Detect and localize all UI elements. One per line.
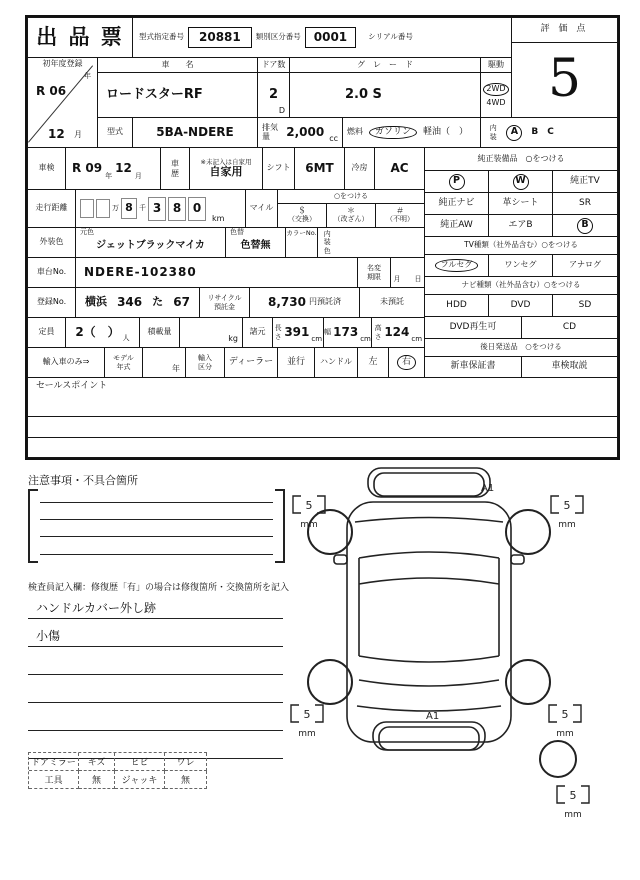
handle-right: 右 xyxy=(397,355,416,371)
wheel-rear-left xyxy=(308,660,352,704)
reg-no-class: 346 xyxy=(117,294,143,309)
notes-rule-3 xyxy=(40,536,273,537)
gap-marker-top-left xyxy=(293,496,325,530)
color-change-label: 色替 xyxy=(230,228,244,236)
inspector-note: 検査員記入欄：修復歴「有」の場合は修復箇所・交換箇所を記入 xyxy=(28,583,290,593)
rename-label: 名変期限 xyxy=(367,264,381,281)
later-shipment-header: 後日発送品 ○をつける xyxy=(424,338,618,357)
equip-navi: 純正ナビ xyxy=(424,192,489,215)
sales-point-cell xyxy=(27,377,618,458)
auction-form xyxy=(25,15,620,460)
score-label: 評 価 点 xyxy=(511,17,618,43)
odometer-digit-1: 3 xyxy=(148,197,166,221)
rear-window xyxy=(359,656,499,686)
rear-bumper-inner xyxy=(379,727,479,750)
fuel-cell xyxy=(342,117,481,148)
inspector-line-text: 小傷 xyxy=(36,629,61,643)
form-title: 出 品 票 xyxy=(27,17,133,58)
opt3-symbol: ＃ xyxy=(396,206,404,216)
notes-bracket xyxy=(28,489,285,563)
odometer-thousands: 8 xyxy=(121,198,137,219)
drive-4wd: 4WD xyxy=(486,97,506,107)
front-bumper-inner xyxy=(374,473,484,496)
notes-rule-4 xyxy=(40,554,273,555)
inspector-line xyxy=(28,647,283,675)
load-unit: kg xyxy=(228,334,238,344)
model-year-label: モデル年式 xyxy=(113,354,134,371)
car-diagram xyxy=(285,460,617,822)
spec-height-value: 124 xyxy=(384,324,410,339)
recycle-label: リサイクル預託金 xyxy=(207,294,242,311)
exterior-label: 外装色 xyxy=(27,227,76,258)
fuel-gasoline: ガソリン xyxy=(369,126,417,140)
cabin-sides xyxy=(359,584,499,656)
history-cell xyxy=(189,147,263,190)
dvd-playable: DVD再生可 xyxy=(424,316,522,339)
class-code-value: 0001 xyxy=(305,27,356,48)
spec-width-value: 173 xyxy=(333,324,359,339)
handle-label: ハンドル xyxy=(314,347,358,378)
tool-cell: ヒビ xyxy=(115,753,165,771)
model-code-value: 20881 xyxy=(188,27,252,48)
equip-airbag: エアB xyxy=(488,214,553,237)
gap-unit: mm xyxy=(556,729,574,739)
score-value: 5 xyxy=(511,42,618,118)
interior-grade-b: B xyxy=(531,126,539,137)
gap-value: 5 xyxy=(569,789,577,802)
inspector-line xyxy=(28,619,283,647)
tool-cell: 無 xyxy=(165,771,207,789)
interior-color-label: 内装色 xyxy=(323,230,331,255)
navi-hdd: HDD xyxy=(424,294,489,317)
equip-power-steering xyxy=(424,170,489,193)
interior-color-cell xyxy=(317,227,425,258)
gap-marker-bottom-right xyxy=(549,705,581,739)
first-reg-cell xyxy=(27,57,98,148)
spec-height-cell xyxy=(371,317,425,348)
displacement-cell xyxy=(257,117,343,148)
model-year-cell xyxy=(142,347,186,378)
spec-length-value: 391 xyxy=(284,324,310,339)
wheel-front-left xyxy=(308,510,352,554)
gap-marker-bottom-left xyxy=(291,705,323,739)
grade-value: 2.0 S xyxy=(289,72,481,118)
spec-height-unit: cm xyxy=(411,335,423,344)
model-label: 型式 xyxy=(97,117,133,148)
gap-value: 5 xyxy=(561,708,569,721)
tv-analog: アナログ xyxy=(552,254,618,277)
navi-sd: SD xyxy=(552,294,618,317)
color-change-cell xyxy=(225,227,286,258)
load-label: 積載量 xyxy=(139,317,180,348)
tv-full-seg-cell xyxy=(424,254,489,277)
inspection-label: 車検 xyxy=(27,147,66,190)
class-code-label: 類別区分番号 xyxy=(255,32,301,42)
grade-header: グ レ ー ド xyxy=(289,57,481,73)
interior-grade-c: C xyxy=(547,126,554,137)
panel-code-top: A1 xyxy=(481,483,495,494)
notes-rule-1 xyxy=(40,502,273,503)
wheel-front-right xyxy=(506,510,550,554)
reg-no-label: 登録No. xyxy=(27,287,76,318)
bracket-stub xyxy=(30,489,38,491)
mileage-opt-exchange xyxy=(277,203,327,228)
recycle-undeposited: 未預託 xyxy=(359,287,425,318)
mileage-circle-note: ○をつける xyxy=(277,189,425,204)
fuel-label: 燃料 xyxy=(347,127,363,137)
shift-value: 6MT xyxy=(294,147,345,190)
gap-unit: mm xyxy=(300,520,318,530)
opt1-symbol: ＄ xyxy=(298,206,306,216)
mileage-label: 走行距離 xyxy=(27,189,76,228)
odometer-unit: km xyxy=(212,214,225,224)
equip-power-window xyxy=(488,170,553,193)
sales-line-1 xyxy=(28,416,617,417)
interior-grade-cell xyxy=(480,117,618,148)
capacity-value: 2（ ） xyxy=(75,324,120,339)
tool-cell: ワレ xyxy=(165,753,207,771)
navi-dvd: DVD xyxy=(488,294,553,317)
power-window-mark: W xyxy=(513,174,529,190)
odometer-digit-2: 8 xyxy=(168,197,186,221)
bracket-stub xyxy=(275,561,283,563)
odometer-sen-unit: 千 xyxy=(139,203,146,212)
mirror-right xyxy=(511,555,524,564)
opt2-symbol: ＊ xyxy=(347,206,355,216)
warranty-book: 新車保証書 xyxy=(424,356,522,378)
tool-cell: 無 xyxy=(79,771,115,789)
equip-tv: 純正TV xyxy=(552,170,618,193)
opt2-label: （改ざん） xyxy=(333,215,369,224)
spec-label: 諸元 xyxy=(242,317,273,348)
first-reg-label: 初年度登録 xyxy=(42,59,83,68)
spec-length-label: 長さ xyxy=(274,324,282,341)
capacity-unit: 人 xyxy=(122,334,130,343)
shift-label: シフト xyxy=(262,147,295,190)
displacement-label: 排気量 xyxy=(262,122,278,141)
panel-code-bottom: A1 xyxy=(426,711,440,722)
recycle-deposited: 円預託済 xyxy=(308,297,341,307)
chassis-label: 車台No. xyxy=(27,257,76,288)
hood-line xyxy=(355,518,503,523)
history-value: 自家用 xyxy=(209,165,243,179)
interior-grade-a: A xyxy=(506,125,522,141)
odometer-cell xyxy=(75,189,246,228)
inspection-manual: 車検取説 xyxy=(521,356,618,378)
reg-no-value xyxy=(75,287,200,318)
gap-marker-top-right xyxy=(551,496,583,530)
reg-no-area: 横浜 xyxy=(85,295,108,309)
model-year-label-cell xyxy=(104,347,143,378)
odometer-box-empty xyxy=(80,199,94,218)
gap-unit: mm xyxy=(564,810,582,820)
odometer-digit-3: 0 xyxy=(188,197,206,221)
gap-unit: mm xyxy=(558,520,576,530)
fuel-other: 軽油（ ） xyxy=(423,126,469,137)
tool-cell: ドアミラー xyxy=(29,753,79,771)
doors-header: ドア数 xyxy=(257,57,290,73)
gap-marker-spare xyxy=(557,786,589,820)
car-body xyxy=(347,502,511,742)
airbag-mark: B xyxy=(577,218,593,234)
odometer-box-empty xyxy=(96,199,110,218)
recycle-amount-cell xyxy=(249,287,360,318)
mirror-left xyxy=(334,555,347,564)
inspection-value xyxy=(65,147,161,190)
spec-width-unit: cm xyxy=(360,335,371,344)
base-color-value: ジェットブラックマイカ xyxy=(96,240,205,251)
doors-code: D xyxy=(278,106,285,116)
inspection-year-unit: 年 xyxy=(105,172,113,181)
base-color-cell xyxy=(75,227,226,258)
capacity-label: 定員 xyxy=(27,317,66,348)
windshield xyxy=(359,552,499,584)
opt1-label: （交換） xyxy=(288,215,316,224)
drive-cell xyxy=(480,72,512,118)
code-strip xyxy=(132,17,512,58)
opt3-label: （不明） xyxy=(386,215,414,224)
displacement-value: 2,000 xyxy=(286,124,325,139)
mileage-opt-unknown xyxy=(375,203,425,228)
cd-playable: CD xyxy=(521,316,618,339)
base-color-label: 元色 xyxy=(80,228,94,236)
rename-units-cell xyxy=(390,257,425,288)
name-value: ロードスターRF xyxy=(97,72,258,118)
reg-no-number: 67 xyxy=(173,294,190,309)
inspector-lines xyxy=(28,591,283,759)
inspection-month: 12 xyxy=(115,160,132,175)
recycle-label-cell xyxy=(199,287,250,318)
notes-rule-2 xyxy=(40,519,273,520)
rename-label-cell xyxy=(357,257,391,288)
drive-header: 駆動 xyxy=(480,57,512,73)
equip-airbag-mark-cell xyxy=(552,214,618,237)
spec-width-cell xyxy=(323,317,372,348)
history-label: 車歴 xyxy=(171,159,179,178)
gap-unit: mm xyxy=(298,729,316,739)
import-dealer: ディーラー xyxy=(224,347,278,378)
notes-title: 注意事項・不具合箇所 xyxy=(28,474,138,487)
navi-type-header: ナビ種類（社外品含む）○をつける xyxy=(424,276,618,295)
displacement-unit: cc xyxy=(329,134,338,144)
tool-cell: キズ xyxy=(79,753,115,771)
name-header: 車 名 xyxy=(97,57,258,73)
inspector-line xyxy=(28,703,283,731)
equip-leather: 革シート xyxy=(488,192,553,215)
spec-height-label: 高さ xyxy=(374,324,382,341)
gap-value: 5 xyxy=(563,499,571,512)
inspection-year: R 09 xyxy=(72,160,103,175)
bracket-stub xyxy=(30,561,38,563)
tool-cell: 工具 xyxy=(29,771,79,789)
ac-value: AC xyxy=(374,147,425,190)
mileage-opt-tampered xyxy=(326,203,376,228)
color-change-value: 色替無 xyxy=(240,240,271,251)
color-no-cell xyxy=(285,227,318,258)
history-note: ※未記入は自家用 xyxy=(200,157,252,166)
equip-sunroof: SR xyxy=(552,192,618,215)
sales-line-2 xyxy=(28,437,617,438)
first-reg-year-unit: 年 xyxy=(84,72,91,80)
doors-cell xyxy=(257,72,290,118)
spare-tire xyxy=(540,741,576,777)
sales-point-label: セールスポイント xyxy=(36,381,108,391)
rename-units: 月 日 xyxy=(393,275,422,284)
history-label-cell xyxy=(160,147,190,190)
serial-label: シリアル番号 xyxy=(368,32,413,42)
import-type-label: 輸入区分 xyxy=(198,354,212,371)
spec-width-label: 幅 xyxy=(324,327,332,336)
import-parallel: 並行 xyxy=(277,347,315,378)
import-type-label-cell xyxy=(185,347,225,378)
drive-2wd: 2WD xyxy=(483,83,508,96)
odometer-man-unit: 万 xyxy=(112,203,119,212)
equip-alloy-wheels: 純正AW xyxy=(424,214,489,237)
inspector-line xyxy=(28,675,283,703)
interior-label: 内装 xyxy=(489,124,497,141)
inspector-line-text: ハンドルカバー外し跡 xyxy=(36,601,157,615)
chassis-value: NDERE-102380 xyxy=(75,257,358,288)
tv-full-seg: フルセグ xyxy=(435,259,479,272)
gap-value: 5 xyxy=(303,708,311,721)
spec-length-unit: cm xyxy=(311,335,323,344)
equip-header: 純正装備品 ○をつける xyxy=(424,147,618,171)
import-label: 輸入車のみ⇒ xyxy=(27,347,105,378)
mile-label: マイル xyxy=(245,189,278,228)
handle-right-cell xyxy=(388,347,425,378)
model-year-unit: 年 xyxy=(172,364,180,374)
tv-one-seg: ワンセグ xyxy=(488,254,553,277)
handle-left: 左 xyxy=(357,347,389,378)
color-no-label: カラーNo. xyxy=(286,229,317,237)
power-steering-mark: P xyxy=(449,174,465,190)
doors-value: 2 xyxy=(268,86,279,102)
gap-value: 5 xyxy=(305,499,313,512)
tool-cell: ジャッキ xyxy=(115,771,165,789)
first-reg-year: R 06 xyxy=(36,84,67,98)
spec-length-cell xyxy=(272,317,324,348)
first-reg-month: 12 xyxy=(48,126,65,141)
capacity-value-cell xyxy=(65,317,140,348)
load-value-cell xyxy=(179,317,243,348)
ac-label: 冷房 xyxy=(344,147,375,190)
inspector-line xyxy=(28,591,283,619)
first-reg-month-unit: 月 xyxy=(74,130,82,140)
bracket-stub xyxy=(275,489,283,491)
reg-no-kana: た xyxy=(152,295,164,309)
tv-type-header: TV種類（社外品含む）○をつける xyxy=(424,236,618,255)
model-value: 5BA-NDERE xyxy=(132,117,258,148)
mirror-tool-table xyxy=(28,752,207,789)
model-code-label: 型式指定番号 xyxy=(139,32,184,42)
recycle-amount: 8,730 xyxy=(268,294,306,309)
wheel-rear-right xyxy=(506,660,550,704)
inspection-month-unit: 月 xyxy=(134,172,142,181)
